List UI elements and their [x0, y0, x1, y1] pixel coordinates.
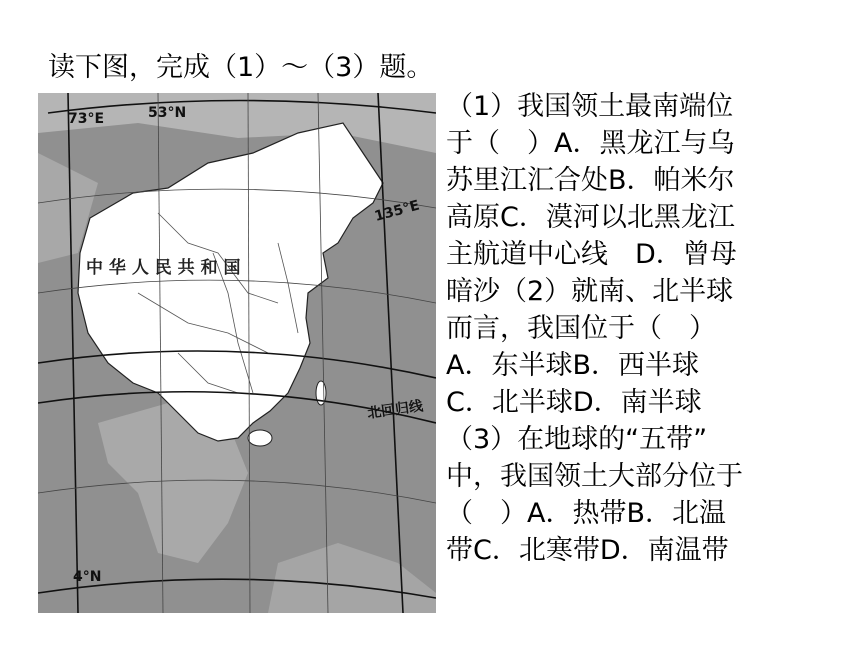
question-block: [446, 88, 826, 569]
question-line: 高原C．漠河以北黑龙江: [446, 202, 735, 233]
question-line: 苏里江汇合处B．帕米尔: [446, 165, 735, 196]
question-line: （3）在地球的“五带”: [446, 424, 708, 455]
china-map: [38, 93, 436, 613]
tropic-label: 北回归线: [366, 398, 425, 422]
question-line: 带C．北寒带D．南温带: [446, 535, 729, 566]
question-line: 主航道中心线 D．曾母: [446, 239, 737, 270]
question-line: （1）我国领土最南端位: [446, 91, 734, 122]
lon-73-label: 73°E: [68, 111, 105, 127]
question-line: 暗沙（2）就南、北半球: [446, 276, 734, 307]
lat-53-label: 53°N: [148, 105, 187, 121]
page-title: 读下图，完成（1）～（3）题。: [48, 52, 434, 83]
question-line: 于（ ）A．黑龙江与乌: [446, 128, 735, 159]
lat-4-label: 4°N: [73, 569, 102, 585]
question-line: C．北半球D．南半球: [446, 387, 702, 418]
question-line: 中，我国领土大部分位于: [446, 461, 743, 492]
country-label: 中 华 人 民 共 和 国: [86, 258, 241, 278]
question-line: （ ）A．热带B．北温: [446, 498, 726, 529]
question-line: 而言，我国位于（ ）: [446, 313, 716, 344]
question-line: A．东半球B．西半球: [446, 350, 699, 381]
lon-135-label: 135°E: [372, 197, 422, 225]
